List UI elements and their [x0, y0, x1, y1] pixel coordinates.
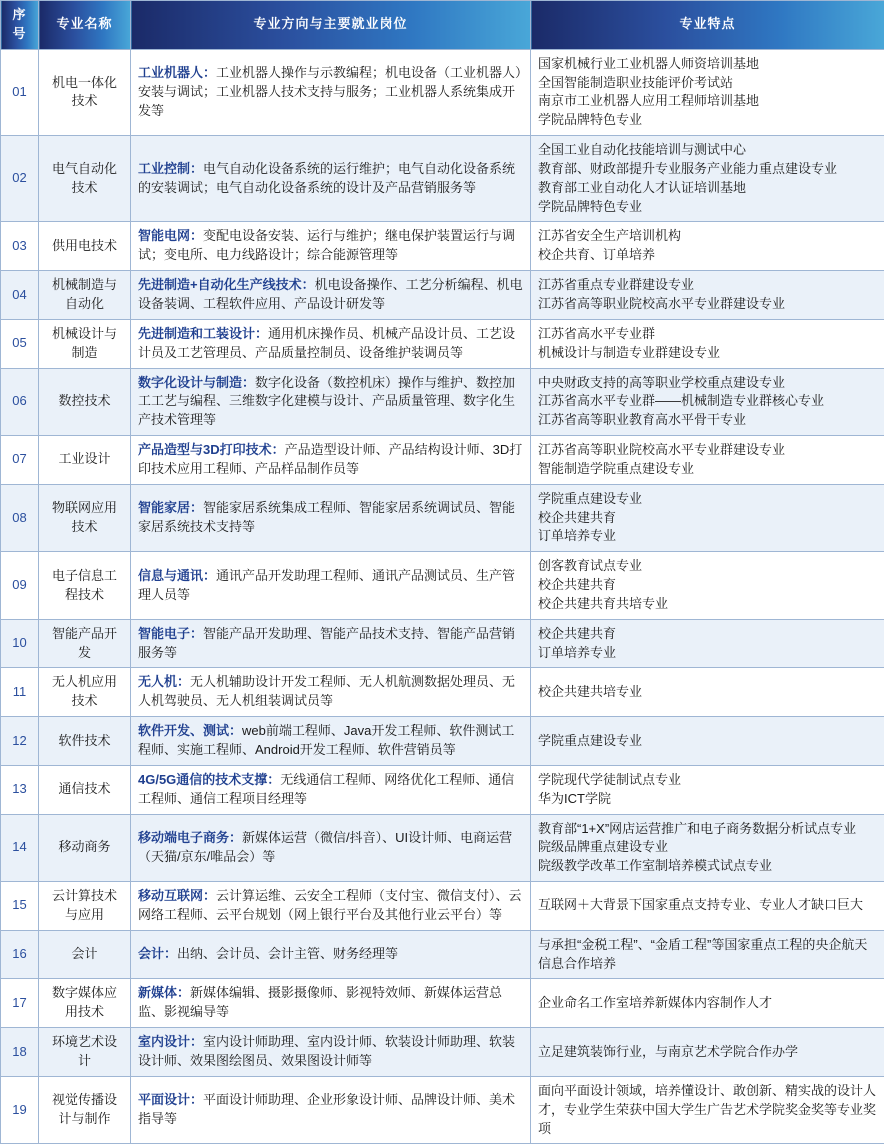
- direction-jobs: [131, 49, 531, 135]
- direction-lead: 先进制造和工装设计：: [138, 326, 268, 341]
- feature-line: 全国智能制造职业技能评价考试站: [538, 74, 877, 93]
- table-row: [1, 979, 884, 1028]
- table-row: [1, 717, 884, 766]
- direction-detail: 变配电设备安装、运行与维护；继电保护装置运行与调试；变电所、电力线路设计；综合能源管理等: [138, 228, 515, 262]
- feature-line: 智能制造学院重点建设专业: [538, 460, 877, 479]
- direction-lead: 无人机：: [138, 674, 190, 689]
- direction-detail: 通讯产品开发助理工程师、通讯产品测试员、生产管理人员等: [138, 568, 515, 602]
- feature-line: 机械设计与制造专业群建设专业: [538, 344, 877, 363]
- direction-jobs: [131, 930, 531, 979]
- direction-lead: 会计：: [138, 946, 177, 961]
- direction-jobs: [131, 436, 531, 485]
- direction-lead: 产品造型与3D打印技术：: [138, 442, 285, 457]
- direction-jobs: [131, 1028, 531, 1077]
- direction-detail: web前端工程师、Java开发工程师、软件测试工程师、实施工程师、Android开发工程师、软件营销员等: [138, 723, 514, 757]
- direction-jobs: [131, 882, 531, 931]
- table-row: [1, 49, 884, 135]
- direction-lead: 智能电子：: [138, 626, 203, 641]
- feature-line: 校企共建共培专业: [538, 683, 877, 702]
- feature-line: 南京市工业机器人应用工程师培训基地: [538, 92, 877, 111]
- major-features: [531, 552, 884, 620]
- direction-lead: 智能家居：: [138, 500, 203, 515]
- feature-line: 教育部“1+X”网店运营推广和电子商务数据分析试点专业: [538, 820, 877, 839]
- major-features: [531, 814, 884, 882]
- table-row: [1, 136, 884, 222]
- table-body: [1, 49, 884, 1144]
- direction-lead: 移动互联网：: [138, 888, 216, 903]
- direction-jobs: [131, 136, 531, 222]
- direction-lead: 工业控制：: [138, 161, 203, 176]
- feature-line: 学院重点建设专业: [538, 732, 877, 751]
- feature-line: 学院品牌特色专业: [538, 198, 877, 217]
- direction-lead: 移动端电子商务：: [138, 830, 242, 845]
- header-row: [1, 1, 884, 50]
- major-name: 机械设计与制造: [39, 319, 131, 368]
- row-index: 19: [1, 1076, 39, 1144]
- column-header-major-name: 专业名称: [39, 1, 131, 50]
- major-name: 无人机应用技术: [39, 668, 131, 717]
- feature-line: 院级品牌重点建设专业: [538, 838, 877, 857]
- direction-jobs: [131, 668, 531, 717]
- feature-line: 校企共建共育: [538, 576, 877, 595]
- feature-line: 校企共建共育: [538, 625, 877, 644]
- major-name: 智能产品开发: [39, 619, 131, 668]
- direction-lead: 信息与通讯：: [138, 568, 216, 583]
- major-name: 供用电技术: [39, 222, 131, 271]
- direction-detail: 通用机床操作员、机械产品设计员、工艺设计员及工艺管理员、产品质量控制员、设备维护装调员等: [138, 326, 515, 360]
- feature-line: 创客教育试点专业: [538, 557, 877, 576]
- table-row: [1, 271, 884, 320]
- direction-lead: 工业机器人：: [138, 65, 216, 80]
- direction-detail: 云计算运维、云安全工程师（支付宝、微信支付）、云网络工程师、云平台规划（网上银行平台及其他行业云平台）等: [138, 888, 522, 922]
- table-header: [1, 1, 884, 50]
- feature-line: 与承担“金税工程”、“金盾工程”等国家重点工程的央企航天信息合作培养: [538, 936, 877, 974]
- feature-line: 教育部工业自动化人才认证培训基地: [538, 179, 877, 198]
- row-index: 03: [1, 222, 39, 271]
- direction-jobs: [131, 619, 531, 668]
- direction-lead: 新媒体：: [138, 985, 190, 1000]
- major-name: 视觉传播设计与制作: [39, 1076, 131, 1144]
- feature-line: 校企共育、订单培养: [538, 246, 877, 265]
- feature-line: 订单培养专业: [538, 527, 877, 546]
- row-index: 09: [1, 552, 39, 620]
- major-features: [531, 136, 884, 222]
- feature-line: 校企共建共育: [538, 509, 877, 528]
- feature-line: 互联网＋大背景下国家重点支持专业、专业人才缺口巨大: [538, 896, 877, 915]
- major-features: [531, 368, 884, 436]
- table-row: [1, 619, 884, 668]
- feature-line: 国家机械行业工业机器人师资培训基地: [538, 55, 877, 74]
- row-index: 04: [1, 271, 39, 320]
- direction-detail: 室内设计师助理、室内设计师、软装设计师助理、软装设计师、效果图绘图员、效果图设计师等: [138, 1034, 515, 1068]
- direction-detail: 数字化设备（数控机床）操作与维护、数控加工工艺与编程、三维数字化建模与设计、产品质量管理、数字化生产技术管理等: [138, 375, 515, 428]
- row-index: 11: [1, 668, 39, 717]
- feature-line: 江苏省高水平专业群——机械制造专业群核心专业: [538, 392, 877, 411]
- direction-detail: 工业机器人操作与示教编程；机电设备（工业机器人）安装与调试；工业机器人技术支持与服务；工业机器人系统集成开发等: [138, 65, 522, 118]
- feature-line: 校企共建共育共培专业: [538, 595, 877, 614]
- direction-detail: 平面设计师助理、企业形象设计师、品牌设计师、美术指导等: [138, 1092, 515, 1126]
- major-name: 环境艺术设计: [39, 1028, 131, 1077]
- row-index: 01: [1, 49, 39, 135]
- direction-lead: 4G/5G通信的技术支撑：: [138, 772, 280, 787]
- major-features: [531, 436, 884, 485]
- row-index: 05: [1, 319, 39, 368]
- row-index: 14: [1, 814, 39, 882]
- feature-line: 立足建筑装饰行业，与南京艺术学院合作办学: [538, 1043, 877, 1062]
- feature-line: 面向平面设计领域，培养懂设计、敢创新、精实战的设计人才，专业学生荣获中国大学生广告艺术学院奖金奖等专业奖项: [538, 1082, 877, 1139]
- direction-detail: 机电设备操作、工艺分析编程、机电设备装调、工程软件应用、产品设计研发等: [138, 277, 523, 311]
- direction-jobs: [131, 368, 531, 436]
- major-name: 数控技术: [39, 368, 131, 436]
- direction-lead: 软件开发、测试：: [138, 723, 242, 738]
- major-name: 软件技术: [39, 717, 131, 766]
- major-features: [531, 619, 884, 668]
- major-name: 工业设计: [39, 436, 131, 485]
- feature-line: 江苏省高水平专业群: [538, 325, 877, 344]
- major-name: 电子信息工程技术: [39, 552, 131, 620]
- major-features: [531, 49, 884, 135]
- row-index: 17: [1, 979, 39, 1028]
- direction-jobs: [131, 552, 531, 620]
- major-features: [531, 668, 884, 717]
- direction-jobs: [131, 765, 531, 814]
- major-name: 会计: [39, 930, 131, 979]
- direction-detail: 新媒体编辑、摄影摄像师、影视特效师、新媒体运营总监、影视编导等: [138, 985, 502, 1019]
- row-index: 13: [1, 765, 39, 814]
- direction-lead: 数字化设计与制造：: [138, 375, 255, 390]
- row-index: 06: [1, 368, 39, 436]
- feature-line: 企业命名工作室培养新媒体内容制作人才: [538, 994, 877, 1013]
- direction-lead: 平面设计：: [138, 1092, 203, 1107]
- feature-line: 江苏省高等职业院校高水平专业群建设专业: [538, 295, 877, 314]
- table-row: [1, 765, 884, 814]
- row-index: 10: [1, 619, 39, 668]
- feature-line: 江苏省安全生产培训机构: [538, 227, 877, 246]
- feature-line: 中央财政支持的高等职业学校重点建设专业: [538, 374, 877, 393]
- row-index: 18: [1, 1028, 39, 1077]
- major-features: [531, 222, 884, 271]
- major-features: [531, 1028, 884, 1077]
- row-index: 12: [1, 717, 39, 766]
- table-row: [1, 319, 884, 368]
- column-header-direction-jobs: 专业方向与主要就业岗位: [131, 1, 531, 50]
- table-row: [1, 368, 884, 436]
- direction-detail: 电气自动化设备系统的运行维护；电气自动化设备系统的安装调试；电气自动化设备系统的设计及产品营销服务等: [138, 161, 515, 195]
- direction-detail: 新媒体运营（微信/抖音）、UI设计师、电商运营（天猫/京东/唯品会）等: [138, 830, 512, 864]
- direction-lead: 智能电网：: [138, 228, 203, 243]
- major-name: 电气自动化技术: [39, 136, 131, 222]
- direction-jobs: [131, 271, 531, 320]
- feature-line: 江苏省高等职业教育高水平骨干专业: [538, 411, 877, 430]
- major-name: 云计算技术与应用: [39, 882, 131, 931]
- row-index: 07: [1, 436, 39, 485]
- major-features: [531, 882, 884, 931]
- table-row: [1, 222, 884, 271]
- major-features: [531, 717, 884, 766]
- direction-detail: 智能家居系统集成工程师、智能家居系统调试员、智能家居系统技术支持等: [138, 500, 515, 534]
- major-features: [531, 484, 884, 552]
- feature-line: 江苏省高等职业院校高水平专业群建设专业: [538, 441, 877, 460]
- table-row: [1, 436, 884, 485]
- direction-lead: 先进制造+自动化生产线技术：: [138, 277, 315, 292]
- direction-jobs: [131, 222, 531, 271]
- direction-detail: 产品造型设计师、产品结构设计师、3D打印技术应用工程师、产品样品制作员等: [138, 442, 522, 476]
- feature-line: 学院现代学徒制试点专业: [538, 771, 877, 790]
- feature-line: 江苏省重点专业群建设专业: [538, 276, 877, 295]
- table-row: [1, 668, 884, 717]
- major-name: 数字媒体应用技术: [39, 979, 131, 1028]
- direction-jobs: [131, 484, 531, 552]
- major-name: 移动商务: [39, 814, 131, 882]
- major-features: [531, 979, 884, 1028]
- table-row: [1, 1076, 884, 1144]
- direction-detail: 智能产品开发助理、智能产品技术支持、智能产品营销服务等: [138, 626, 515, 660]
- major-name: 通信技术: [39, 765, 131, 814]
- table-row: [1, 930, 884, 979]
- major-features: [531, 765, 884, 814]
- table-row: [1, 552, 884, 620]
- table-row: [1, 814, 884, 882]
- table-row: [1, 882, 884, 931]
- direction-jobs: [131, 319, 531, 368]
- row-index: 15: [1, 882, 39, 931]
- direction-lead: 室内设计：: [138, 1034, 203, 1049]
- direction-jobs: [131, 1076, 531, 1144]
- direction-detail: 无人机辅助设计开发工程师、无人机航测数据处理员、无人机驾驶员、无人机组装调试员等: [138, 674, 515, 708]
- feature-line: 学院品牌特色专业: [538, 111, 877, 130]
- major-features: [531, 930, 884, 979]
- feature-line: 华为ICT学院: [538, 790, 877, 809]
- row-index: 08: [1, 484, 39, 552]
- column-header-index: 序号: [1, 1, 39, 50]
- row-index: 16: [1, 930, 39, 979]
- direction-jobs: [131, 814, 531, 882]
- feature-line: 学院重点建设专业: [538, 490, 877, 509]
- direction-detail: 出纳、会计员、会计主管、财务经理等: [177, 946, 398, 961]
- major-name: 机电一体化技术: [39, 49, 131, 135]
- major-name: 机械制造与自动化: [39, 271, 131, 320]
- major-features: [531, 271, 884, 320]
- table-row: [1, 1028, 884, 1077]
- direction-detail: 无线通信工程师、网络优化工程师、通信工程师、通信工程项目经理等: [138, 772, 514, 806]
- row-index: 02: [1, 136, 39, 222]
- feature-line: 全国工业自动化技能培训与测试中心: [538, 141, 877, 160]
- feature-line: 教育部、财政部提升专业服务产业能力重点建设专业: [538, 160, 877, 179]
- table-row: [1, 484, 884, 552]
- direction-jobs: [131, 717, 531, 766]
- major-name: 物联网应用技术: [39, 484, 131, 552]
- major-features: [531, 1076, 884, 1144]
- major-features: [531, 319, 884, 368]
- feature-line: 院级教学改革工作室制培养模式试点专业: [538, 857, 877, 876]
- direction-jobs: [131, 979, 531, 1028]
- column-header-features: 专业特点: [531, 1, 884, 50]
- feature-line: 订单培养专业: [538, 644, 877, 663]
